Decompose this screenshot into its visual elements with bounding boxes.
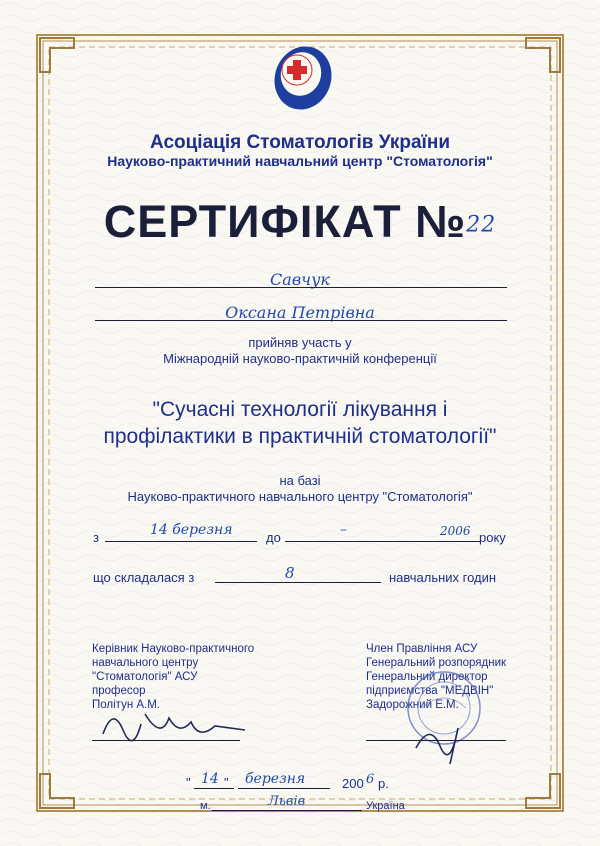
issue-open-quote: " [186, 775, 191, 790]
issue-month-line [238, 788, 330, 789]
name-line [95, 320, 507, 321]
to-label: до [266, 530, 281, 545]
venue-line-1: на базі [279, 473, 321, 488]
signatory-right-line: Член Правління АСУ [366, 643, 478, 655]
issue-year-label: р. [378, 776, 389, 791]
certificate-number: 22 [466, 212, 497, 238]
participation-line-1: прийняв участь у [248, 335, 352, 350]
venue-line-2: Науково-практичного навчального центру "Стоматологія" [127, 489, 473, 504]
signatory-left-line: "Стоматологія" АСУ [92, 671, 198, 683]
hours-value: 8 [285, 564, 295, 582]
issue-day-line [194, 788, 234, 789]
city-line [212, 810, 362, 811]
issue-year-suffix: 6 [366, 772, 375, 787]
association-logo [267, 40, 335, 112]
recipient-surname: Савчук [270, 270, 330, 289]
signatory-right-line: Задорожний Е.М. [366, 699, 459, 711]
participation-line-2: Міжнародній науково-практичній конференції [163, 351, 437, 366]
signatory-left-line: навчального центру [92, 657, 199, 669]
signatory-left-line: Керівник Науково-практичного [92, 643, 255, 655]
year-label: року [479, 530, 506, 545]
from-line [105, 541, 257, 542]
signatory-right-line: підприємства "МЕДВІН" [366, 685, 494, 697]
issue-close-quote: " [224, 775, 229, 790]
recipient-name: Оксана Петрівна [225, 303, 375, 322]
hours-unit: навчальних годин [389, 570, 497, 585]
signatory-right-line: Генеральний розпорядник [366, 657, 507, 669]
city-label: м. [200, 800, 211, 812]
center-name: Науково-практичний навчальний центр "Стоматологія" [107, 153, 493, 169]
hours-label: що складалася з [93, 570, 195, 585]
city: Львів [268, 794, 306, 809]
issue-month: березня [245, 771, 306, 787]
signature-right-line [366, 740, 506, 741]
from-date: 14 березня [150, 522, 233, 538]
certificate-title: СЕРТИФІКАТ № [103, 196, 467, 247]
signature-right [410, 718, 480, 768]
certificate-heading [0, 196, 600, 248]
signatory-right-line: Генеральний директор [366, 671, 488, 683]
year-line [435, 541, 480, 542]
country: Україна [366, 800, 405, 812]
association-name: Асоціація Стоматологів України [149, 132, 451, 153]
from-label: з [93, 530, 99, 545]
issue-day: 14 [201, 771, 219, 787]
hours-line [215, 582, 381, 583]
conference-title-1: "Сучасні технології лікування і [152, 398, 448, 421]
to-date: – [340, 522, 347, 538]
issue-year-prefix: 200 [342, 776, 364, 791]
signature-left-line [92, 740, 240, 741]
signatory-left-line: професор [92, 685, 146, 697]
conference-title-2: профілактики в практичній стоматології" [103, 425, 497, 448]
surname-line [95, 287, 507, 288]
signatory-left-line: Політун А.М. [92, 699, 161, 711]
year-value: 2006 [440, 524, 471, 538]
to-line [285, 541, 435, 542]
